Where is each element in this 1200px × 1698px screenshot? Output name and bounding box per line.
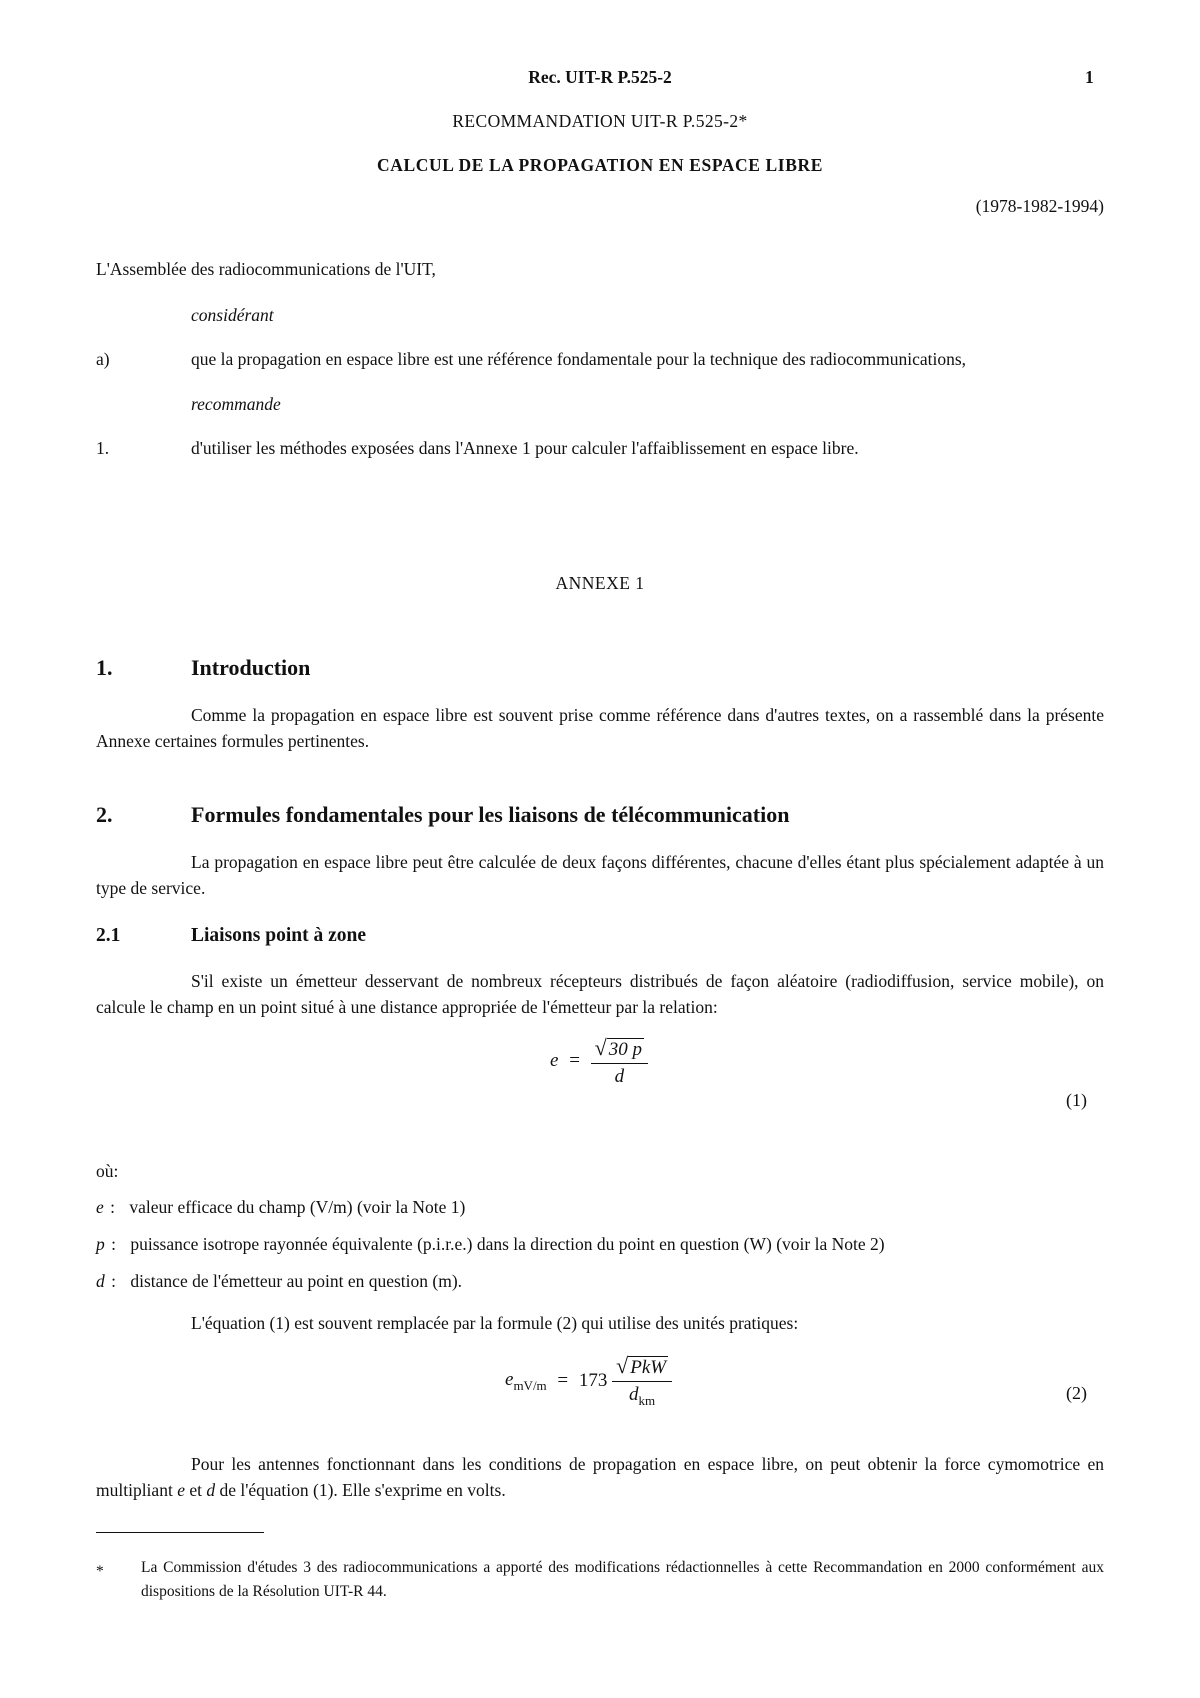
antenna-text-1: Pour les antennes fonctionnant dans les conditions de propagation en espace libre, on peut obtenir la force cymomotrice en multipliant: [96, 1454, 1104, 1500]
section-2-number: 2.: [96, 802, 113, 827]
considering-heading: considérant: [191, 305, 274, 325]
eq1-radicand: 30 p: [608, 1039, 642, 1060]
eq1-denominator: d: [614, 1066, 625, 1087]
definition-p: [96, 1231, 885, 1257]
assembly-line: L'Assemblée des radiocommunications de l'UIT,: [96, 259, 436, 279]
definition-d-text: distance de l'émetteur au point en question (m).: [130, 1271, 463, 1291]
footnote-rule: [96, 1532, 264, 1533]
eq1-equals: =: [569, 1049, 580, 1071]
section-2-1-number: 2.1: [96, 925, 121, 946]
page-number: 1: [1085, 67, 1094, 87]
eq2-radicand: PkW: [630, 1357, 667, 1378]
definition-p-symbol: p: [96, 1234, 105, 1254]
antenna-e: e: [177, 1480, 185, 1500]
equation-2-number: (2): [1066, 1383, 1087, 1403]
definition-e: [96, 1194, 465, 1220]
eq2-equals: =: [557, 1369, 569, 1391]
section-2-1-title: Liaisons point à zone: [191, 925, 366, 946]
eq2-den: d: [629, 1384, 639, 1405]
eq2-sqrt: √ PkW: [616, 1353, 667, 1378]
recommendation-title: RECOMMANDATION UIT-R P.525-2*: [452, 111, 748, 131]
antenna-d: d: [206, 1480, 216, 1500]
section-2-title: Formules fondamentales pour les liaisons de télécommunication: [191, 802, 790, 827]
definition-e-sep: :: [110, 1197, 116, 1217]
definition-p-sep: :: [111, 1234, 116, 1254]
eq2-coef: 173: [578, 1369, 608, 1391]
equation-1: [550, 1035, 648, 1088]
eq2-fraction: [612, 1353, 672, 1409]
equation-1-number: (1): [1066, 1090, 1087, 1110]
considering-a-label: a): [96, 349, 110, 369]
definition-e-text: valeur efficace du champ (V/m) (voir la Note 1): [129, 1197, 466, 1217]
adoption-dates: (1978-1982-1994): [975, 196, 1104, 216]
definition-d-symbol: d: [96, 1271, 105, 1291]
subject-title: CALCUL DE LA PROPAGATION EN ESPACE LIBRE: [376, 155, 823, 175]
section-1-number: 1.: [96, 655, 113, 680]
definition-p-text: puissance isotrope rayonnée équivalente (p.i.r.e.) dans la direction du point en question (W) (voir la Note 2): [130, 1234, 885, 1254]
eq2-lhs: e: [505, 1368, 514, 1390]
equation-2: [505, 1353, 672, 1409]
eq1-lhs: e: [550, 1049, 559, 1071]
where-label: où:: [96, 1161, 119, 1181]
definition-d: [96, 1268, 462, 1294]
recommends-heading: recommande: [191, 394, 281, 414]
annex-title: ANNEXE 1: [555, 573, 645, 593]
definition-e-symbol: e: [96, 1197, 104, 1217]
eq2-den-sub: km: [638, 1392, 656, 1408]
recommends-1-label: 1.: [96, 438, 110, 458]
section-1-title: Introduction: [191, 655, 311, 680]
section-1-body: Comme la propagation en espace libre est souvent prise comme référence dans d'autres textes, on a rassemblé dans la présente Annexe certaines formules pertinentes.: [96, 705, 1104, 751]
footnote-text: La Commission d'études 3 des radiocommunications a apporté des modifications rédactionnelles à cette Recommandation en 2000 conformément aux dispositions de la Résolution UIT-R 44.: [141, 1559, 1104, 1600]
running-title: Rec. UIT-R P.525-2: [528, 67, 672, 87]
antenna-text-2: de l'équation (1). Elle s'exprime en volts.: [215, 1480, 506, 1500]
footnote-marker: *: [96, 1563, 104, 1580]
section-2-body: La propagation en espace libre peut être calculée de deux façons différentes, chacune d'elles étant plus spécialement adaptée à un type de service.: [96, 852, 1104, 898]
eq1-fraction: [591, 1035, 648, 1088]
recommends-1-text: d'utiliser les méthodes exposées dans l'Annexe 1 pour calculer l'affaiblissement en espace libre.: [191, 438, 859, 458]
definition-d-sep: :: [111, 1271, 116, 1291]
antenna-text-mid: et: [184, 1480, 207, 1500]
section-2-1-body: S'il existe un émetteur desservant de nombreux récepteurs distribués de façon aléatoire (radiodiffusion, service mobile), on calcule le champ en un point situé à une distance appropriée de l'émetteur par la relation:: [96, 971, 1104, 1017]
eq1-sqrt: √ 30 p: [594, 1035, 642, 1060]
equation-intro: L'équation (1) est souvent remplacée par la formule (2) qui utilise des unités pratiques:: [191, 1313, 799, 1333]
eq2-lhs-sub: mV/m: [513, 1377, 547, 1393]
antenna-paragraph: [96, 1451, 1104, 1503]
considering-a-text: que la propagation en espace libre est une référence fondamentale pour la technique des radiocommunications,: [191, 349, 967, 369]
